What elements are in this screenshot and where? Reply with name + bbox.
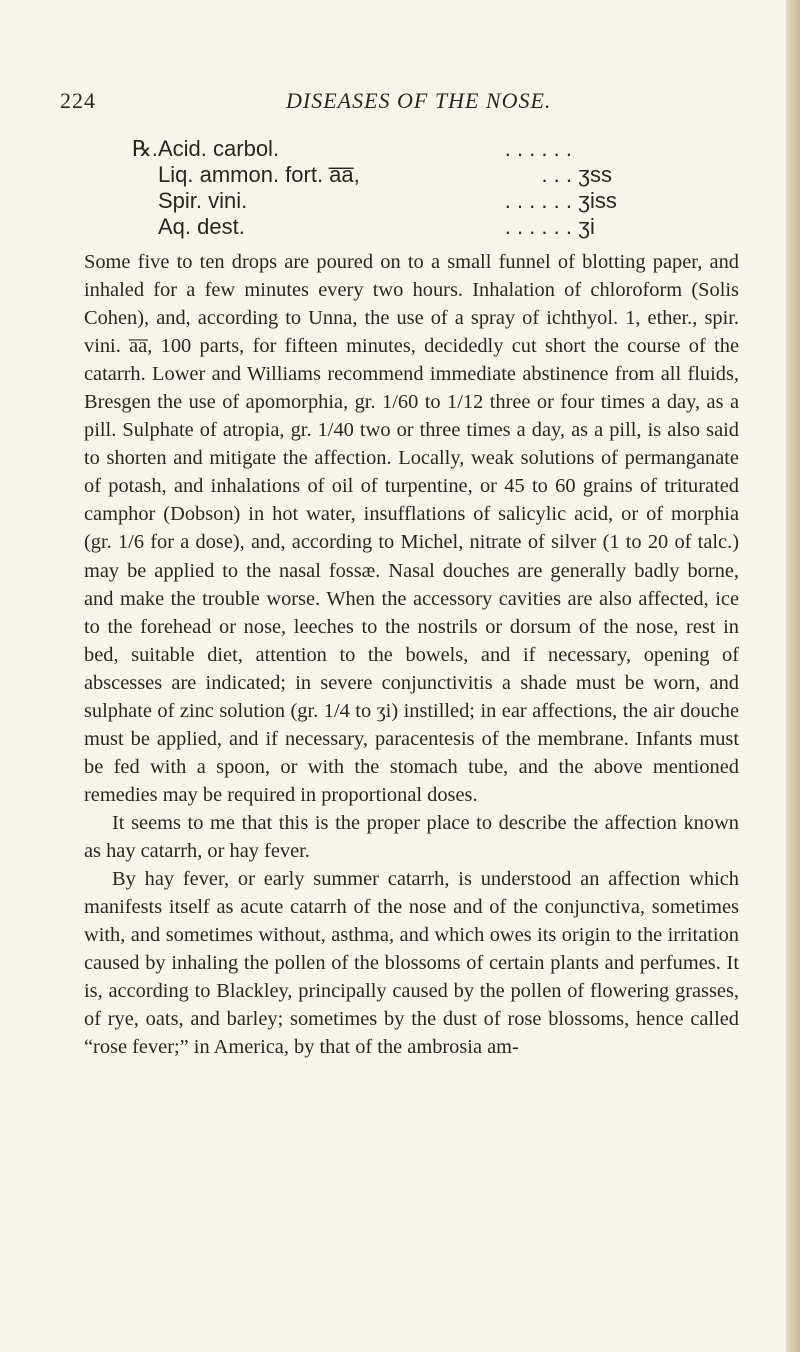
- leader-dots: . . . . . .: [504, 136, 572, 161]
- page-header: [60, 88, 760, 124]
- paragraph: Some five to ten drops are poured on to a small funnel of blotting paper, and inhaled for a few minutes every two hours. Inhalation of chloroform (Solis Cohen), and, according to Unna, the use of a spray of ichthyol. 1, ether., spir. vini. a̅a̅, 100 parts, for fifteen minutes, decidedly cut short the course of the catarrh. Lower and Williams recommend immediate abstinence from all fluids, Bresgen the use of apomorphia, gr. 1/60 to 1/12 three or four times a day, as a pill. Sulphate of atropia, gr. 1/40 two or three times a day, as a pill, is also said to shorten and mitigate the affection. Locally, weak solutions of permanganate of potash, and inhalations of oil of turpentine, or 45 to 60 grains of triturated camphor (Dobson) in hot water, insufflations of salicylic acid, or of morphia (gr. 1/6 for a dose), and, according to Michel, nitrate of silver (1 to 20 of talc.) may be applied to the nasal fossæ. Nasal douches are generally badly borne, and make the trouble worse. When the accessory cavities are also affected, ice to the forehead or nose, leeches to the nostrils or dorsum of the nose, rest in bed, suitable diet, attention to the bowels, and if necessary, opening of abscesses are indicated; in severe conjunctivitis a shade must be worn, and sulphate of zinc solution (gr. 1/4 to ʒi) instilled; in ear affections, the air douche must be applied, and if necessary, paracentesis of the membrane. Infants must be fed with a spoon, or with the stomach tube, and the above mentioned remedies may be required in proportional doses.: [84, 251, 739, 806]
- paragraph: By hay fever, or early summer catarrh, is understood an affection which manifests itself as acute catarrh of the nose and of the conjunctiva, sometimes with, and sometimes without, asthma, and which owes its origin to the irritation caused by inhaling the pollen of the blossoms of certain plants and perfumes. It is, according to Blackley, principally caused by the pollen of flowering grasses, of rye, oats, and barley; sometimes by the dust of rose blossoms, hence called “rose fever;” in America, by that of the ambrosia am-: [84, 868, 739, 1059]
- paragraph: It seems to me that this is the proper place to describe the affection known as hay catarrh, or hay fever.: [84, 811, 739, 862]
- leader-dots: . . . . . .: [504, 214, 572, 239]
- leader-dots: . . .: [541, 162, 572, 187]
- page-edge: [786, 0, 800, 1352]
- prescription: [132, 136, 652, 240]
- prescription-line: [132, 162, 652, 188]
- recipe-symbol: ℞.: [132, 136, 158, 161]
- running-head: DISEASES OF THE NOSE.: [286, 88, 552, 113]
- ingredient-amount: ʒss: [578, 162, 612, 187]
- leader-dots: . . . . . .: [504, 188, 572, 213]
- prescription-line: [132, 214, 652, 240]
- ingredient-name: Aq. dest.: [158, 214, 245, 239]
- prescription-line: [132, 136, 652, 162]
- page-number: 224: [60, 88, 96, 113]
- body-text: [84, 248, 739, 1061]
- ingredient-name: Liq. ammon. fort. a̅a̅,: [158, 162, 360, 187]
- ingredient-amount: ʒiss: [578, 188, 617, 213]
- ingredient-amount: ʒi: [578, 214, 595, 239]
- ingredient-name: Spir. vini.: [158, 188, 248, 213]
- ingredient-name: Acid. carbol.: [158, 136, 280, 161]
- prescription-line: [132, 188, 652, 214]
